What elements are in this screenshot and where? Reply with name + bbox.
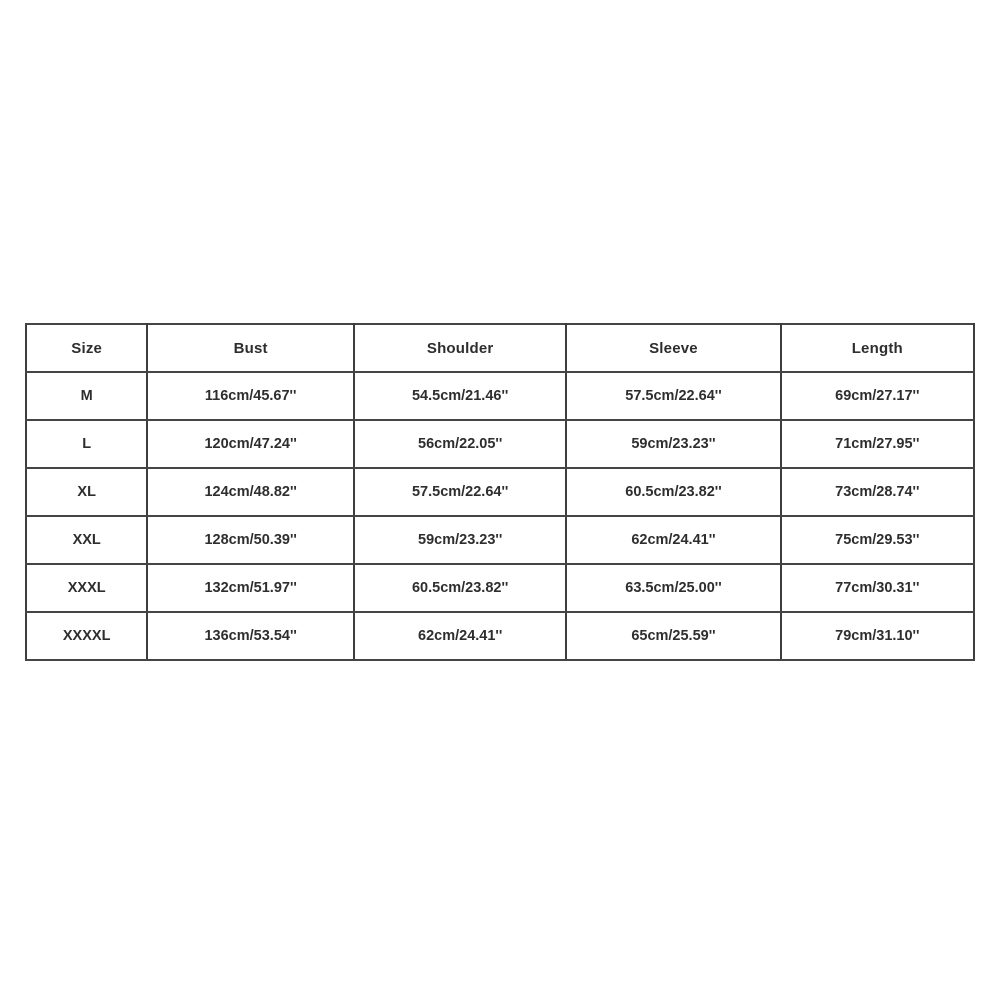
length-value: 69cm/27.17'' (781, 372, 974, 420)
sleeve-value: 60.5cm/23.82'' (566, 468, 780, 516)
sleeve-value: 59cm/23.23'' (566, 420, 780, 468)
size-chart-table (25, 323, 975, 661)
size-label: XXXXL (26, 612, 147, 660)
shoulder-value: 56cm/22.05'' (354, 420, 566, 468)
table-row-xxxl (26, 564, 974, 612)
sleeve-value: 63.5cm/25.00'' (566, 564, 780, 612)
bust-value: 120cm/47.24'' (147, 420, 354, 468)
column-header-length: Length (781, 324, 974, 372)
shoulder-value: 62cm/24.41'' (354, 612, 566, 660)
column-header-bust: Bust (147, 324, 354, 372)
sleeve-value: 62cm/24.41'' (566, 516, 780, 564)
shoulder-value: 60.5cm/23.82'' (354, 564, 566, 612)
sleeve-value: 65cm/25.59'' (566, 612, 780, 660)
length-value: 73cm/28.74'' (781, 468, 974, 516)
column-header-size: Size (26, 324, 147, 372)
bust-value: 136cm/53.54'' (147, 612, 354, 660)
size-label: XXL (26, 516, 147, 564)
header-row (26, 324, 974, 372)
shoulder-value: 59cm/23.23'' (354, 516, 566, 564)
bust-value: 128cm/50.39'' (147, 516, 354, 564)
sleeve-value: 57.5cm/22.64'' (566, 372, 780, 420)
table-row-l (26, 420, 974, 468)
table-row-xxxxl (26, 612, 974, 660)
table-row-xl (26, 468, 974, 516)
size-label: M (26, 372, 147, 420)
size-chart-container (25, 323, 975, 661)
table-row-m (26, 372, 974, 420)
column-header-sleeve: Sleeve (566, 324, 780, 372)
length-value: 71cm/27.95'' (781, 420, 974, 468)
shoulder-value: 57.5cm/22.64'' (354, 468, 566, 516)
length-value: 77cm/30.31'' (781, 564, 974, 612)
length-value: 75cm/29.53'' (781, 516, 974, 564)
shoulder-value: 54.5cm/21.46'' (354, 372, 566, 420)
length-value: 79cm/31.10'' (781, 612, 974, 660)
size-label: XL (26, 468, 147, 516)
bust-value: 124cm/48.82'' (147, 468, 354, 516)
bust-value: 132cm/51.97'' (147, 564, 354, 612)
column-header-shoulder: Shoulder (354, 324, 566, 372)
size-label: XXXL (26, 564, 147, 612)
bust-value: 116cm/45.67'' (147, 372, 354, 420)
size-label: L (26, 420, 147, 468)
table-row-xxl (26, 516, 974, 564)
